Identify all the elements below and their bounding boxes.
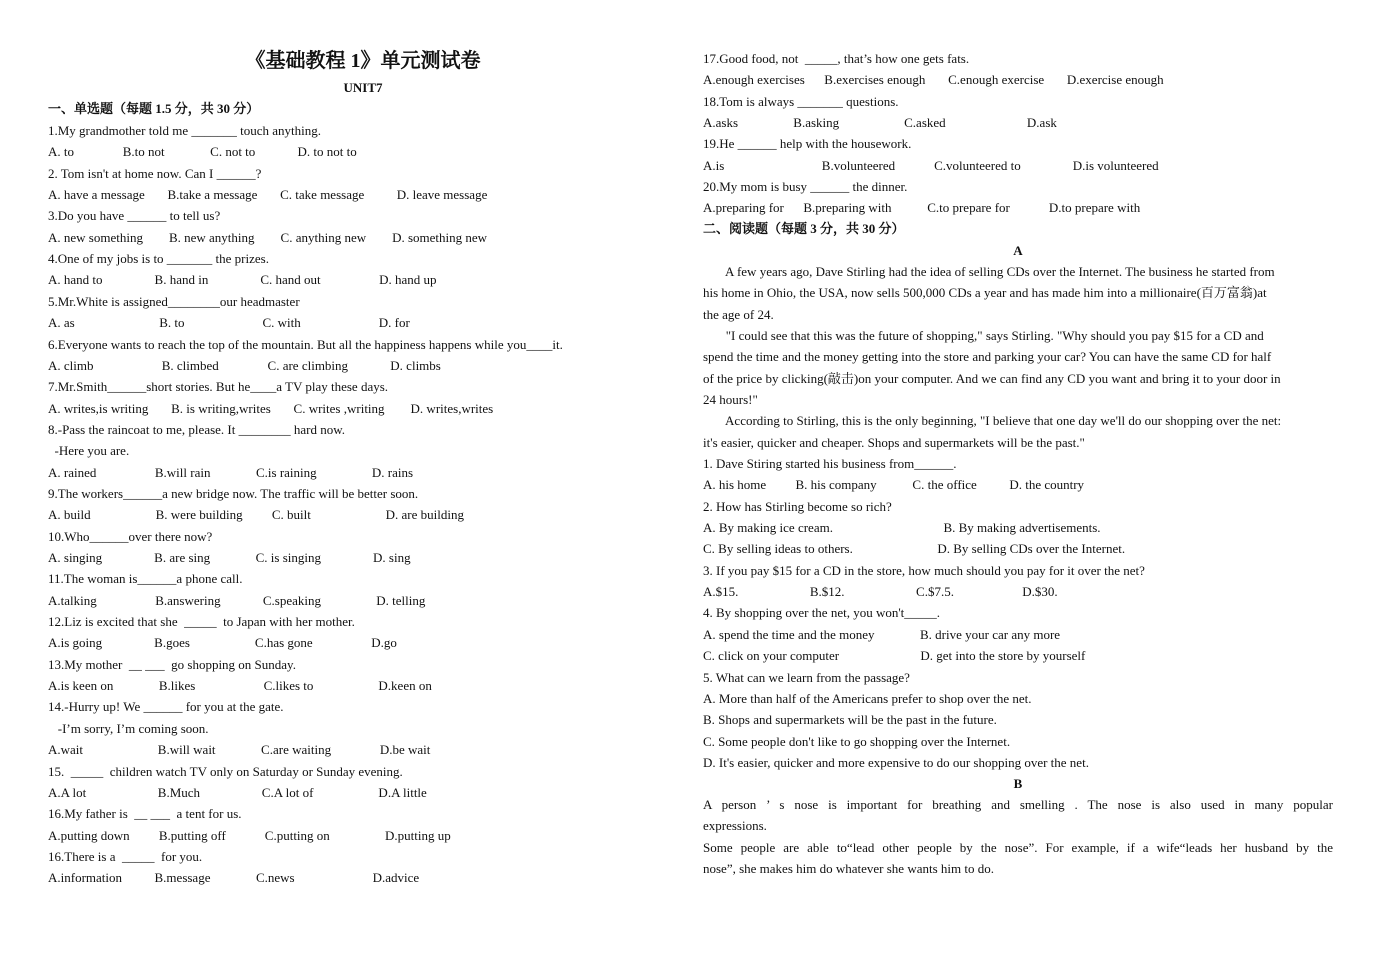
passage-line: "I could see that this was the future of shopping," says Stirling. "Why should you pay $15 for a CD and bbox=[703, 328, 1264, 344]
passage-line: nose”, she makes him do whatever she wants him to do. bbox=[703, 861, 994, 877]
question-line: A. build B. were building C. built D. are building bbox=[48, 507, 464, 523]
question-line: A. More than half of the Americans prefer to shop over the net. bbox=[703, 690, 1032, 706]
question-line: 19.He ______ help with the housework. bbox=[703, 136, 912, 152]
question-line: A.is keen on B.likes C.likes to D.keen on bbox=[48, 678, 432, 694]
question-line: 3. If you pay $15 for a CD in the store, how much should you pay for it over the net? bbox=[703, 562, 1145, 578]
question-line: 12.Liz is excited that she _____ to Japan with her mother. bbox=[48, 614, 355, 630]
question-line: 5. What can we learn from the passage? bbox=[703, 669, 910, 685]
question-line: A. By making ice cream. B. By making advertisements. bbox=[703, 520, 1101, 536]
question-line: 20.My mom is busy ______ the dinner. bbox=[703, 179, 908, 195]
question-line: 8.-Pass the raincoat to me, please. It ________ hard now. bbox=[48, 421, 346, 437]
question-line: 2. Tom isn't at home now. Can I ______? bbox=[48, 165, 262, 181]
passage-line: of the price by clicking(敲击)on your computer. And we can find any CD you want and bring it to your door in bbox=[703, 370, 1281, 386]
passage-line: 24 hours!" bbox=[703, 392, 758, 408]
page-title: 《基础教程 1》单元测试卷 bbox=[245, 50, 481, 72]
passage-b-label: B bbox=[1013, 776, 1023, 791]
question-line: A. have a message B.take a message C. take message D. leave message bbox=[48, 187, 488, 203]
question-line: 2. How has Stirling become so rich? bbox=[703, 498, 892, 514]
question-line: 1.My grandmother told me _______ touch anything. bbox=[48, 123, 321, 138]
question-line: 6.Everyone wants to reach the top of the mountain. But all the happiness happens while you____it. bbox=[48, 336, 563, 352]
section-1-heading: 一、单选题（每题 1.5 分，共 30 分） bbox=[48, 101, 260, 116]
question-line: 11.The woman is______a phone call. bbox=[48, 571, 243, 587]
question-line: A. spend the time and the money B. drive your car any more bbox=[703, 626, 1061, 642]
passage-line: the age of 24. bbox=[703, 306, 774, 322]
question-line: A.putting down B.putting off C.putting on D.putting up bbox=[48, 827, 451, 843]
question-line: 13.My mother __ ___ go shopping on Sunday. bbox=[48, 656, 296, 672]
question-line: A.talking B.answering C.speaking D. telling bbox=[48, 592, 426, 608]
question-line: 15. _____ children watch TV only on Saturday or Sunday evening. bbox=[48, 763, 403, 779]
question-line: A. rained B.will rain C.is raining D. rains bbox=[48, 464, 414, 480]
question-line: A.is going B.goes C.has gone D.go bbox=[48, 635, 397, 651]
question-line: 4. By shopping over the net, you won't_____. bbox=[703, 605, 941, 621]
passage-line: it's easier, quicker and cheaper. Shops and supermarkets will be the past." bbox=[703, 434, 1085, 450]
passage-line: his home in Ohio, the USA, now sells 500,000 CDs a year and has made him into a millionaire(百万富翁)at bbox=[703, 285, 1267, 301]
question-line: A.information B.message C.news D.advice bbox=[48, 870, 420, 886]
passage-line: A person ’ s nose is important for breathing and smelling . The nose is also used in many popular bbox=[703, 797, 1333, 812]
question-line: 1. Dave Stiring started his business from______. bbox=[703, 456, 957, 471]
question-line: A.$15. B.$12. C.$7.5. D.$30. bbox=[703, 584, 1058, 600]
question-line: 16.There is a _____ for you. bbox=[48, 848, 203, 864]
question-line: D. It's easier, quicker and more expensive to do our shopping over the net. bbox=[703, 754, 1089, 770]
passage-line: A few years ago, Dave Stirling had the idea of selling CDs over the Internet. The business he started from bbox=[703, 264, 1275, 279]
question-line: -I’m sorry, I’m coming soon. bbox=[48, 720, 209, 736]
unit-label: UNIT7 bbox=[343, 80, 383, 95]
question-line: -Here you are. bbox=[48, 443, 130, 459]
question-line: A.A lot B.Much C.A lot of D.A little bbox=[48, 784, 427, 800]
question-line: A. hand to B. hand in C. hand out D. hand up bbox=[48, 272, 437, 288]
question-line: A. climb B. climbed C. are climbing D. climbs bbox=[48, 357, 441, 373]
question-line: B. Shops and supermarkets will be the past in the future. bbox=[703, 712, 997, 728]
passage-line: According to Stirling, this is the only beginning, "I believe that one day we'll do our shopping over the net: bbox=[703, 413, 1282, 429]
question-line: 16.My father is __ ___ a tent for us. bbox=[48, 806, 242, 822]
question-line: A. singing B. are sing C. is singing D. sing bbox=[48, 550, 411, 565]
question-line: A. new something B. new anything C. anything new D. something new bbox=[48, 229, 488, 245]
section-2-heading: 二、阅读题（每题 3 分，共 30 分） bbox=[703, 221, 905, 236]
question-line: 10.Who______over there now? bbox=[48, 528, 213, 544]
passage-line: spend the time and the money getting into the store and parking your car? You can have the same CD for half bbox=[703, 349, 1272, 365]
question-line: A.wait B.will wait C.are waiting D.be wait bbox=[48, 742, 431, 758]
question-line: 9.The workers______a new bridge now. The traffic will be better soon. bbox=[48, 485, 419, 501]
question-line: 14.-Hurry up! We ______ for you at the gate. bbox=[48, 699, 284, 715]
question-line: 18.Tom is always _______ questions. bbox=[703, 93, 899, 109]
passage-a-label: A bbox=[1013, 243, 1023, 258]
question-line: C. By selling ideas to others. D. By selling CDs over the Internet. bbox=[703, 541, 1126, 557]
question-line: A.asks B.asking C.asked D.ask bbox=[703, 115, 1057, 131]
question-line: 3.Do you have ______ to tell us? bbox=[48, 208, 221, 224]
question-line: C. Some people don't like to go shopping over the Internet. bbox=[703, 733, 1011, 749]
question-line: 4.One of my jobs is to _______ the prizes. bbox=[48, 251, 269, 267]
passage-line: Some people are able to“lead other people by the nose”. For example, if a wife“leads her husband by the bbox=[703, 839, 1333, 855]
question-line: A. his home B. his company C. the office D. the country bbox=[703, 477, 1085, 493]
question-line: A. writes,is writing B. is writing,writes C. writes ,writing D. writes,writes bbox=[48, 400, 494, 416]
question-line: A.enough exercises B.exercises enough C.enough exercise D.exercise enough bbox=[703, 72, 1164, 88]
question-line: 17.Good food, not _____, that’s how one gets fats. bbox=[703, 51, 970, 66]
question-line: A.is B.volunteered C.volunteered to D.is volunteered bbox=[703, 157, 1159, 173]
question-line: 7.Mr.Smith______short stories. But he____a TV play these days. bbox=[48, 379, 389, 395]
question-line: A. as B. to C. with D. for bbox=[48, 315, 410, 331]
question-line: 5.Mr.White is assigned________our headmaster bbox=[48, 293, 300, 309]
passage-line: expressions. bbox=[703, 818, 767, 834]
question-line: A. to B.to not C. not to D. to not to bbox=[48, 144, 357, 160]
question-line: C. click on your computer D. get into the store by yourself bbox=[703, 648, 1086, 664]
question-line: A.preparing for B.preparing with C.to prepare for D.to prepare with bbox=[703, 200, 1141, 216]
